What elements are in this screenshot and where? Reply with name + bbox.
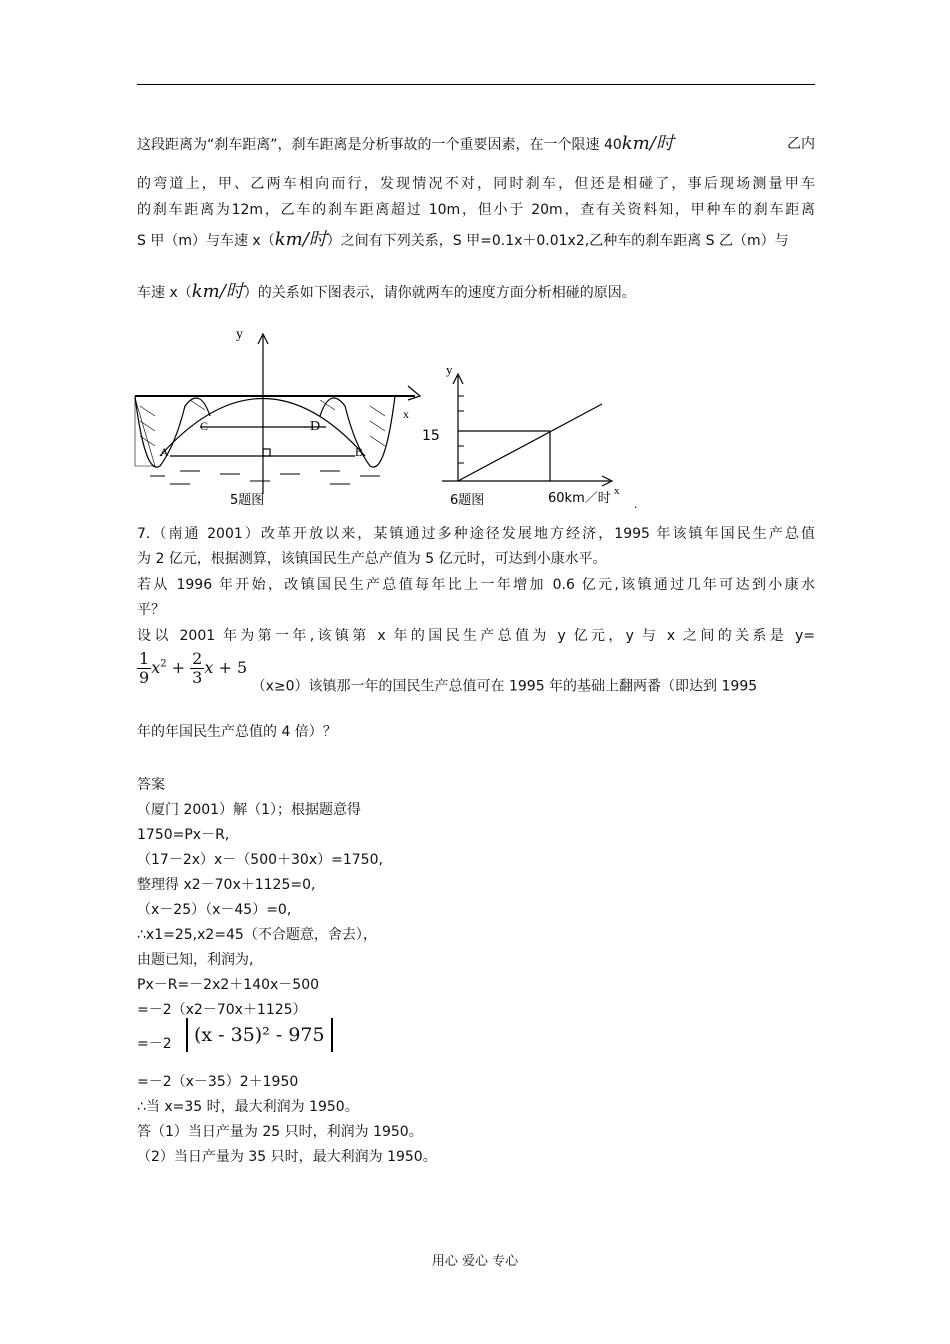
p7-formula: $\frac{1}{9}$ $x^2$ + $\frac{2}{3}$ x + 5 (139, 649, 248, 687)
p6-line4-a: S 甲（m）与车速 x（ (137, 233, 275, 249)
fig5-point-b: B (355, 445, 364, 459)
fig5-y-label: y (236, 327, 243, 342)
answer-line: （x－25）（x－45）=0, (137, 902, 292, 918)
fig5-caption: 5题图 (230, 493, 265, 508)
fig6-x-tick: 60km／时 (548, 491, 611, 506)
p7-line2: 为 2 亿元，根据测算，该镇国民生产总产值为 5 亿元时，可达到小康水平。 (137, 551, 607, 567)
p6-line4-b: ）之间有下列关系，S 甲=0.1x＋0.01x2,乙种车的刹车距离 S 乙（m）与 (326, 233, 789, 249)
answer-line: =－2（x－35）2＋1950 (137, 1074, 299, 1090)
unit-km-per-hour: km/时 (621, 133, 674, 154)
page-footer: 用心 爱心 专心 (431, 1254, 519, 1269)
fig5-point-c: C (200, 419, 209, 433)
unit-km-per-hour: km/时 (274, 229, 327, 250)
fig6-line (458, 404, 602, 481)
fig6-caption: 6题图 (450, 493, 485, 508)
fig5-x-label: x (403, 407, 409, 421)
p6-line4 (137, 230, 815, 251)
header-rule (137, 84, 815, 85)
p7-line5: 设以 2001 年为第一年,该镇第 x 年的国民生产总值为 y 亿元，y 与 x 之间的关系是 y= (137, 628, 815, 644)
figures (130, 326, 650, 516)
p6-line1 (137, 134, 815, 155)
answer-line: ∴当 x=35 时，最大利润为 1950。 (137, 1099, 359, 1115)
p6-line5-b: ）的关系如下图表示，请你就两车的速度方面分析相碰的原因。 (243, 285, 636, 301)
p7-line1: 7.（南通 2001）改革开放以来，某镇通过多种途径发展地方经济，1995 年该镇年国民生产总值 (137, 526, 815, 542)
answer-line: （2）当日产量为 35 只时，最大利润为 1950。 (137, 1149, 437, 1165)
answer-line: Px－R=－2x2＋140x－500 (137, 977, 320, 993)
answer-bracket-expr (186, 1018, 333, 1052)
fig6-trailing-dot: . (634, 496, 638, 511)
answer-line: 1750=Px－R, (137, 827, 230, 843)
answer-bracket-text: (x - 35)² - 975 (194, 1024, 325, 1046)
fig5-point-a: A (160, 445, 169, 459)
answer-line: ∴x1=25,x2=45（不合题意，舍去）， (137, 927, 377, 943)
answer-title: 答案 (137, 777, 165, 793)
answer-line: 答（1）当日产量为 25 只时，利润为 1950。 (137, 1124, 423, 1140)
fig6-diagram (442, 374, 612, 486)
fig5-point-d: D (310, 419, 321, 434)
answer-line: 由题已知，利润为, (137, 952, 254, 968)
fig6-x-label: x (614, 485, 620, 497)
unit-km-per-hour: km/时 (191, 281, 244, 302)
fig6-y-tick: 15 (422, 428, 440, 444)
p6-line5-a: 车速 x（ (137, 285, 192, 301)
p6-line3: 的刹车距离为12m，乙车的刹车距离超过 10m，但小于 20m，查有关资料知，甲种车的刹车距离 (137, 202, 815, 218)
fig5-diagram (135, 334, 420, 494)
p7-line3: 若从 1996 年开始，改镇国民生产总值每年比上一年增加 0.6 亿元,该镇通过几年可达到小康水 (137, 577, 815, 593)
answer-line: =－2（x2－70x＋1125） (137, 1002, 307, 1018)
p7-line4: 平？ (137, 602, 165, 618)
answer-line: 整理得 x2－70x＋1125=0, (137, 877, 316, 893)
p6-line1-text: 这段距离为“刹车距离”，刹车距离是分析事故的一个重要因素，在一个限速 40 (137, 137, 622, 153)
answer-line: （厦门 2001）解（1）；根据题意得 (137, 802, 361, 818)
answer-bracket-prefix: =－2 (137, 1036, 172, 1052)
fig5-right-angle (263, 449, 270, 456)
p7-line7: 年的年国民生产总值的 4 倍）？ (137, 724, 337, 740)
p7-formula-line (137, 650, 815, 700)
fig6-y-label: y (446, 362, 453, 377)
p6-line5 (137, 282, 815, 303)
p7-formula-tail: （x≥0）该镇那一年的国民生产总值可在 1995 年的基础上翻两番（即达到 1995 (251, 678, 758, 695)
answer-line: （17－2x）x－（500＋30x）=1750, (137, 852, 383, 868)
p6-line2: 的弯道上，甲、乙两车相向而行，发现情况不对，同时刹车，但还是相碰了，事后现场测量甲车 (137, 176, 815, 192)
p6-line1-end: 乙内 (787, 136, 815, 152)
